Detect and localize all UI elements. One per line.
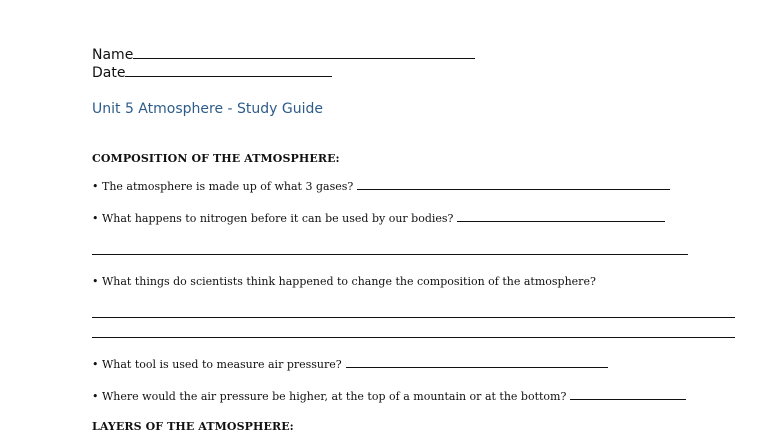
question-4-blank[interactable] [346,357,608,368]
question-2 [92,211,665,225]
question-5-text: • Where would the air pressure be higher, at the top of a mountain or at the bottom? [92,390,567,403]
question-5 [92,389,686,403]
layers-heading: LAYERS OF THE ATMOSPHERE: [92,420,294,433]
date-line [92,65,332,82]
name-line [92,47,475,64]
composition-heading: COMPOSITION OF THE ATMOSPHERE: [92,152,340,165]
question-3-text: • What things do scientists think happened to change the composition of the atmosphere? [92,275,596,288]
question-2-text: • What happens to nitrogen before it can be used by our bodies? [92,212,454,225]
question-2-blank[interactable] [457,211,665,222]
name-blank[interactable] [133,48,475,59]
question-2-answer-line[interactable] [92,254,688,255]
date-label: Date [92,65,126,81]
page-title: Unit 5 Atmosphere - Study Guide [92,101,323,117]
question-5-blank[interactable] [570,389,686,400]
question-3 [92,275,596,288]
question-3-answer-line-1[interactable] [92,317,735,318]
date-blank[interactable] [125,66,332,77]
question-1-blank[interactable] [357,179,670,190]
name-label: Name [92,47,134,63]
question-3-answer-line-2[interactable] [92,337,735,338]
question-4-text: • What tool is used to measure air pressure? [92,358,342,371]
question-1-text: • The atmosphere is made up of what 3 gases? [92,180,354,193]
question-1 [92,179,670,193]
question-4 [92,357,608,371]
